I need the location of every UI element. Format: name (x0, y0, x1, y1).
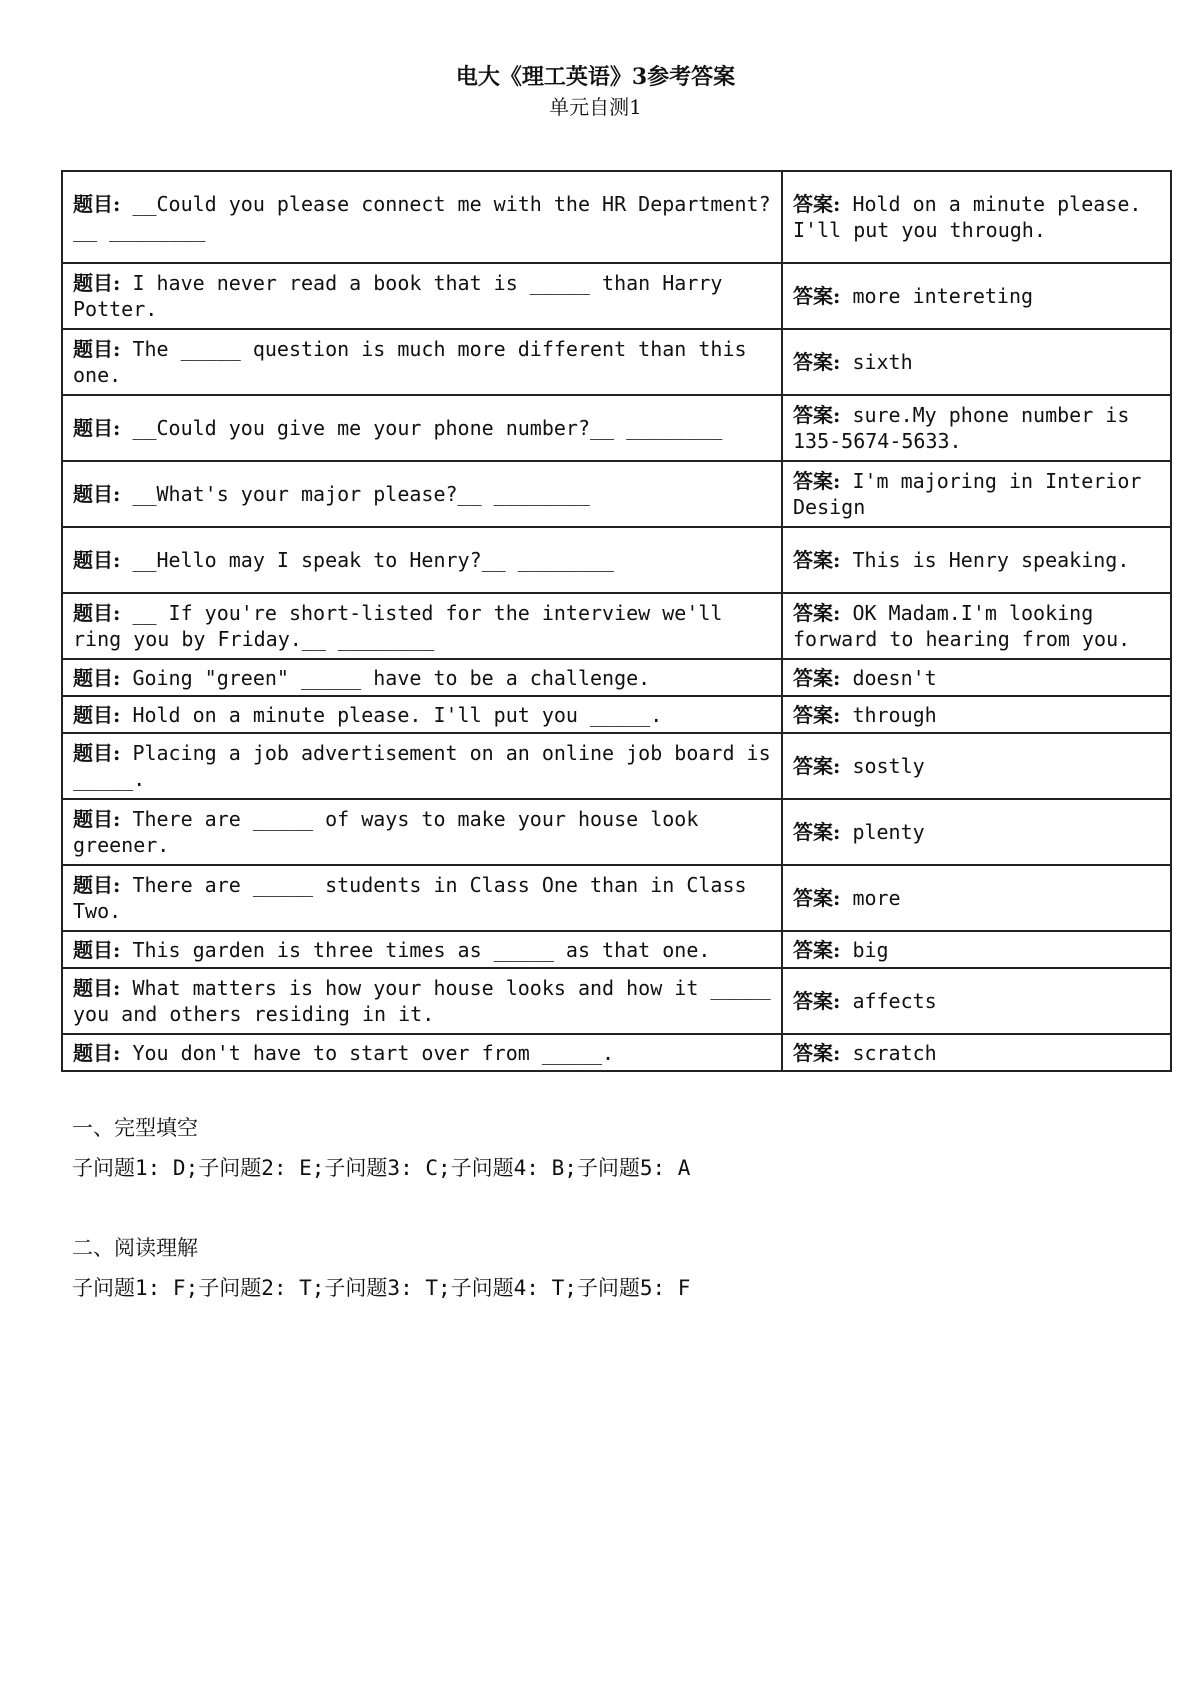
answer-label: 答案: (793, 820, 841, 844)
table-row (62, 931, 1171, 968)
question-cell (62, 865, 782, 931)
answer-cell (782, 968, 1171, 1034)
answer-text: sostly (852, 754, 925, 778)
question-label: 题目: (73, 741, 121, 765)
answer-text: sure.My phone number is 135-5674-5633. (793, 403, 1130, 453)
question-label: 题目: (73, 937, 121, 962)
question-cell (62, 733, 782, 799)
table-row (62, 263, 1171, 329)
answer-label: 答案: (793, 754, 841, 778)
answer-label: 答案: (793, 284, 841, 308)
table-row (62, 733, 1171, 799)
answer-text: plenty (852, 820, 925, 844)
question-cell (62, 263, 782, 329)
question-cell (62, 659, 782, 696)
qa-table (61, 170, 1172, 1072)
document-header (0, 62, 1191, 122)
answer-text: through (852, 702, 937, 727)
answer-cell (782, 1034, 1171, 1071)
answer-label: 答案: (793, 886, 841, 910)
answer-cell (782, 931, 1171, 968)
answer-label: 答案: (793, 601, 841, 625)
question-cell (62, 1034, 782, 1071)
question-text: This garden is three times as _____ as that one. (132, 937, 711, 962)
answer-label: 答案: (793, 702, 841, 727)
section-heading: 一、完型填空 (72, 1116, 198, 1140)
question-cell (62, 593, 782, 659)
answer-text: more intereting (852, 284, 1034, 308)
table-row (62, 696, 1171, 733)
answer-label: 答案: (793, 403, 841, 427)
question-label: 题目: (73, 807, 121, 831)
section-heading: 二、阅读理解 (72, 1236, 198, 1260)
question-label: 题目: (73, 482, 121, 506)
question-cell (62, 931, 782, 968)
question-label: 题目: (73, 1040, 121, 1065)
answer-text: OK Madam.I'm looking forward to hearing from you. (793, 601, 1131, 651)
question-text: The _____ question is much more different than this one. (73, 337, 747, 387)
answer-cell (782, 593, 1171, 659)
answer-cell (782, 171, 1171, 263)
answer-cell (782, 659, 1171, 696)
question-text: You don't have to start over from _____. (132, 1040, 615, 1065)
table-row (62, 461, 1171, 527)
question-cell (62, 395, 782, 461)
question-label: 题目: (73, 601, 121, 625)
table-row (62, 968, 1171, 1034)
answer-cell (782, 461, 1171, 527)
question-text: __Could you please connect me with the HR Department?__ ________ (73, 192, 771, 242)
answer-text: more (852, 886, 901, 910)
question-text: __Hello may I speak to Henry?__ ________ (132, 548, 615, 572)
answer-text: doesn't (852, 665, 937, 690)
question-text: Placing a job advertisement on an online job board is _____. (73, 741, 771, 791)
question-cell (62, 171, 782, 263)
question-cell (62, 696, 782, 733)
question-label: 题目: (73, 873, 121, 897)
question-text: There are _____ students in Class One than in Class Two. (73, 873, 747, 923)
question-label: 题目: (73, 337, 121, 361)
question-cell (62, 461, 782, 527)
answer-label: 答案: (793, 989, 841, 1013)
question-text: There are _____ of ways to make your house look greener. (73, 807, 699, 857)
question-text: __ If you're short-listed for the interview we'll ring you by Friday.__ ________ (73, 601, 723, 651)
table-row (62, 395, 1171, 461)
table-row (62, 527, 1171, 593)
answer-text: scratch (852, 1040, 937, 1065)
question-label: 题目: (73, 271, 121, 295)
answer-text: Hold on a minute please. I'll put you through. (793, 192, 1142, 242)
answer-cell (782, 329, 1171, 395)
answer-cell (782, 733, 1171, 799)
table-row (62, 799, 1171, 865)
question-text: Going "green" _____ have to be a challenge. (132, 665, 651, 690)
answer-text: I'm majoring in Interior Design (793, 469, 1142, 519)
answer-label: 答案: (793, 937, 841, 962)
question-text: I have never read a book that is _____ than Harry Potter. (73, 271, 723, 321)
question-text: __Could you give me your phone number?__ ________ (132, 416, 723, 440)
table-row (62, 329, 1171, 395)
answer-cell (782, 799, 1171, 865)
section-answers: 子问题1: F;子问题2: T;子问题3: T;子问题4: T;子问题5: F (72, 1276, 691, 1300)
question-label: 题目: (73, 192, 121, 216)
question-cell (62, 527, 782, 593)
answer-text: affects (852, 989, 937, 1013)
answer-label: 答案: (793, 192, 841, 216)
answer-label: 答案: (793, 665, 841, 690)
section-cloze (72, 1113, 690, 1183)
table-row (62, 1034, 1171, 1071)
answer-text: sixth (852, 350, 913, 374)
question-label: 题目: (73, 702, 121, 727)
table-row (62, 865, 1171, 931)
table-row (62, 171, 1171, 263)
question-cell (62, 799, 782, 865)
section-answers: 子问题1: D;子问题2: E;子问题3: C;子问题4: B;子问题5: A (72, 1156, 691, 1180)
answer-text: big (852, 937, 889, 962)
table-row (62, 659, 1171, 696)
answer-text: This is Henry speaking. (852, 548, 1130, 572)
question-text: Hold on a minute please. I'll put you _____. (132, 702, 663, 727)
question-cell (62, 968, 782, 1034)
answer-label: 答案: (793, 350, 841, 374)
question-label: 题目: (73, 416, 121, 440)
question-text: What matters is how your house looks and how it _____ you and others residing in it. (73, 976, 771, 1026)
section-reading (72, 1233, 690, 1303)
question-label: 题目: (73, 665, 121, 690)
question-label: 题目: (73, 976, 121, 1000)
answer-cell (782, 395, 1171, 461)
answer-cell (782, 696, 1171, 733)
document-subtitle: 单元自测1 (549, 95, 642, 119)
answer-label: 答案: (793, 1040, 841, 1065)
answer-cell (782, 263, 1171, 329)
answer-cell (782, 865, 1171, 931)
answer-label: 答案: (793, 469, 841, 493)
document-title: 电大《理工英语》3参考答案 (455, 64, 736, 90)
question-text: __What's your major please?__ ________ (132, 482, 590, 506)
table-row (62, 593, 1171, 659)
answer-cell (782, 527, 1171, 593)
answer-label: 答案: (793, 548, 841, 572)
question-label: 题目: (73, 548, 121, 572)
question-cell (62, 329, 782, 395)
